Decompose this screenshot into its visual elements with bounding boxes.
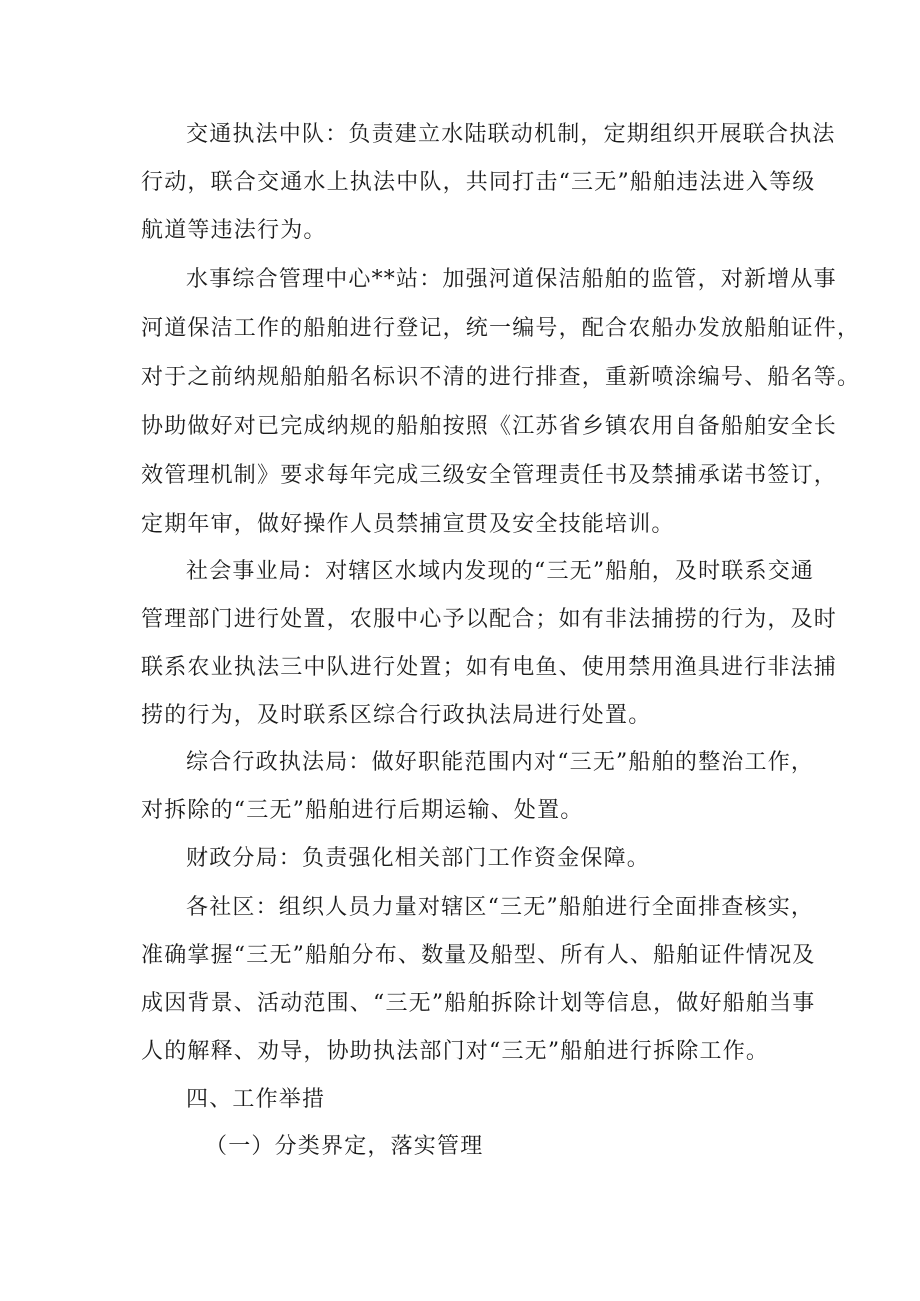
text-line: 交通执法中队：负责建立水陆联动机制，定期组织开展联合执法 xyxy=(186,122,836,147)
section-heading: 四、工作举措 xyxy=(186,1087,326,1112)
text-line: 对于之前纳规船舶船名标识不清的进行排查，重新喷涂编号、船名等。 xyxy=(141,365,861,390)
text-line: 行动，联合交通水上执法中队，共同打击“三无”船舶违法进入等级 xyxy=(141,170,816,195)
text-line: 财政分局：负责强化相关部门工作资金保障。 xyxy=(186,846,651,871)
text-line: 效管理机制》要求每年完成三级安全管理责任书及禁捕承诺书签订， xyxy=(141,463,838,488)
text-line: 水事综合管理中心**站：加强河道保洁船舶的监管，对新增从事 xyxy=(186,267,837,292)
text-line: 捞的行为，及时联系区综合行政执法局进行处置。 xyxy=(141,703,652,728)
subsection-heading: （一）分类界定，落实管理 xyxy=(205,1134,484,1159)
text-line: 各社区：组织人员力量对辖区“三无”船舶进行全面排查核实， xyxy=(186,895,815,920)
text-line: 定期年审，做好操作人员禁捕宣贯及安全技能培训。 xyxy=(141,512,675,537)
text-line: 管理部门进行处置，农服中心予以配合；如有非法捕捞的行为，及时 xyxy=(141,607,838,632)
text-line: 社会事业局：对辖区水域内发现的“三无”船舶，及时联系交通 xyxy=(186,559,815,584)
text-line: 成因背景、活动范围、“三无”船舶拆除计划等信息，做好船舶当事 xyxy=(141,991,816,1016)
text-line: 协助做好对已完成纳规的船舶按照《江苏省乡镇农用自备船舶安全长 xyxy=(141,414,838,439)
text-line: 对拆除的“三无”船舶进行后期运输、处置。 xyxy=(141,798,584,823)
text-line: 联系农业执法三中队进行处置；如有电鱼、使用禁用渔具进行非法捕 xyxy=(141,655,838,680)
text-line: 人的解释、劝导，协助执法部门对“三无”船舶进行拆除工作。 xyxy=(141,1039,770,1064)
text-line: 综合行政执法局：做好职能范围内对“三无”船舶的整治工作， xyxy=(186,750,815,775)
text-line: 准确掌握“三无”船舶分布、数量及船型、所有人、船舶证件情况及 xyxy=(141,943,816,968)
text-line: 河道保洁工作的船舶进行登记，统一编号，配合农船办发放船舶证件， xyxy=(141,316,861,341)
text-line: 航道等违法行为。 xyxy=(141,218,327,243)
